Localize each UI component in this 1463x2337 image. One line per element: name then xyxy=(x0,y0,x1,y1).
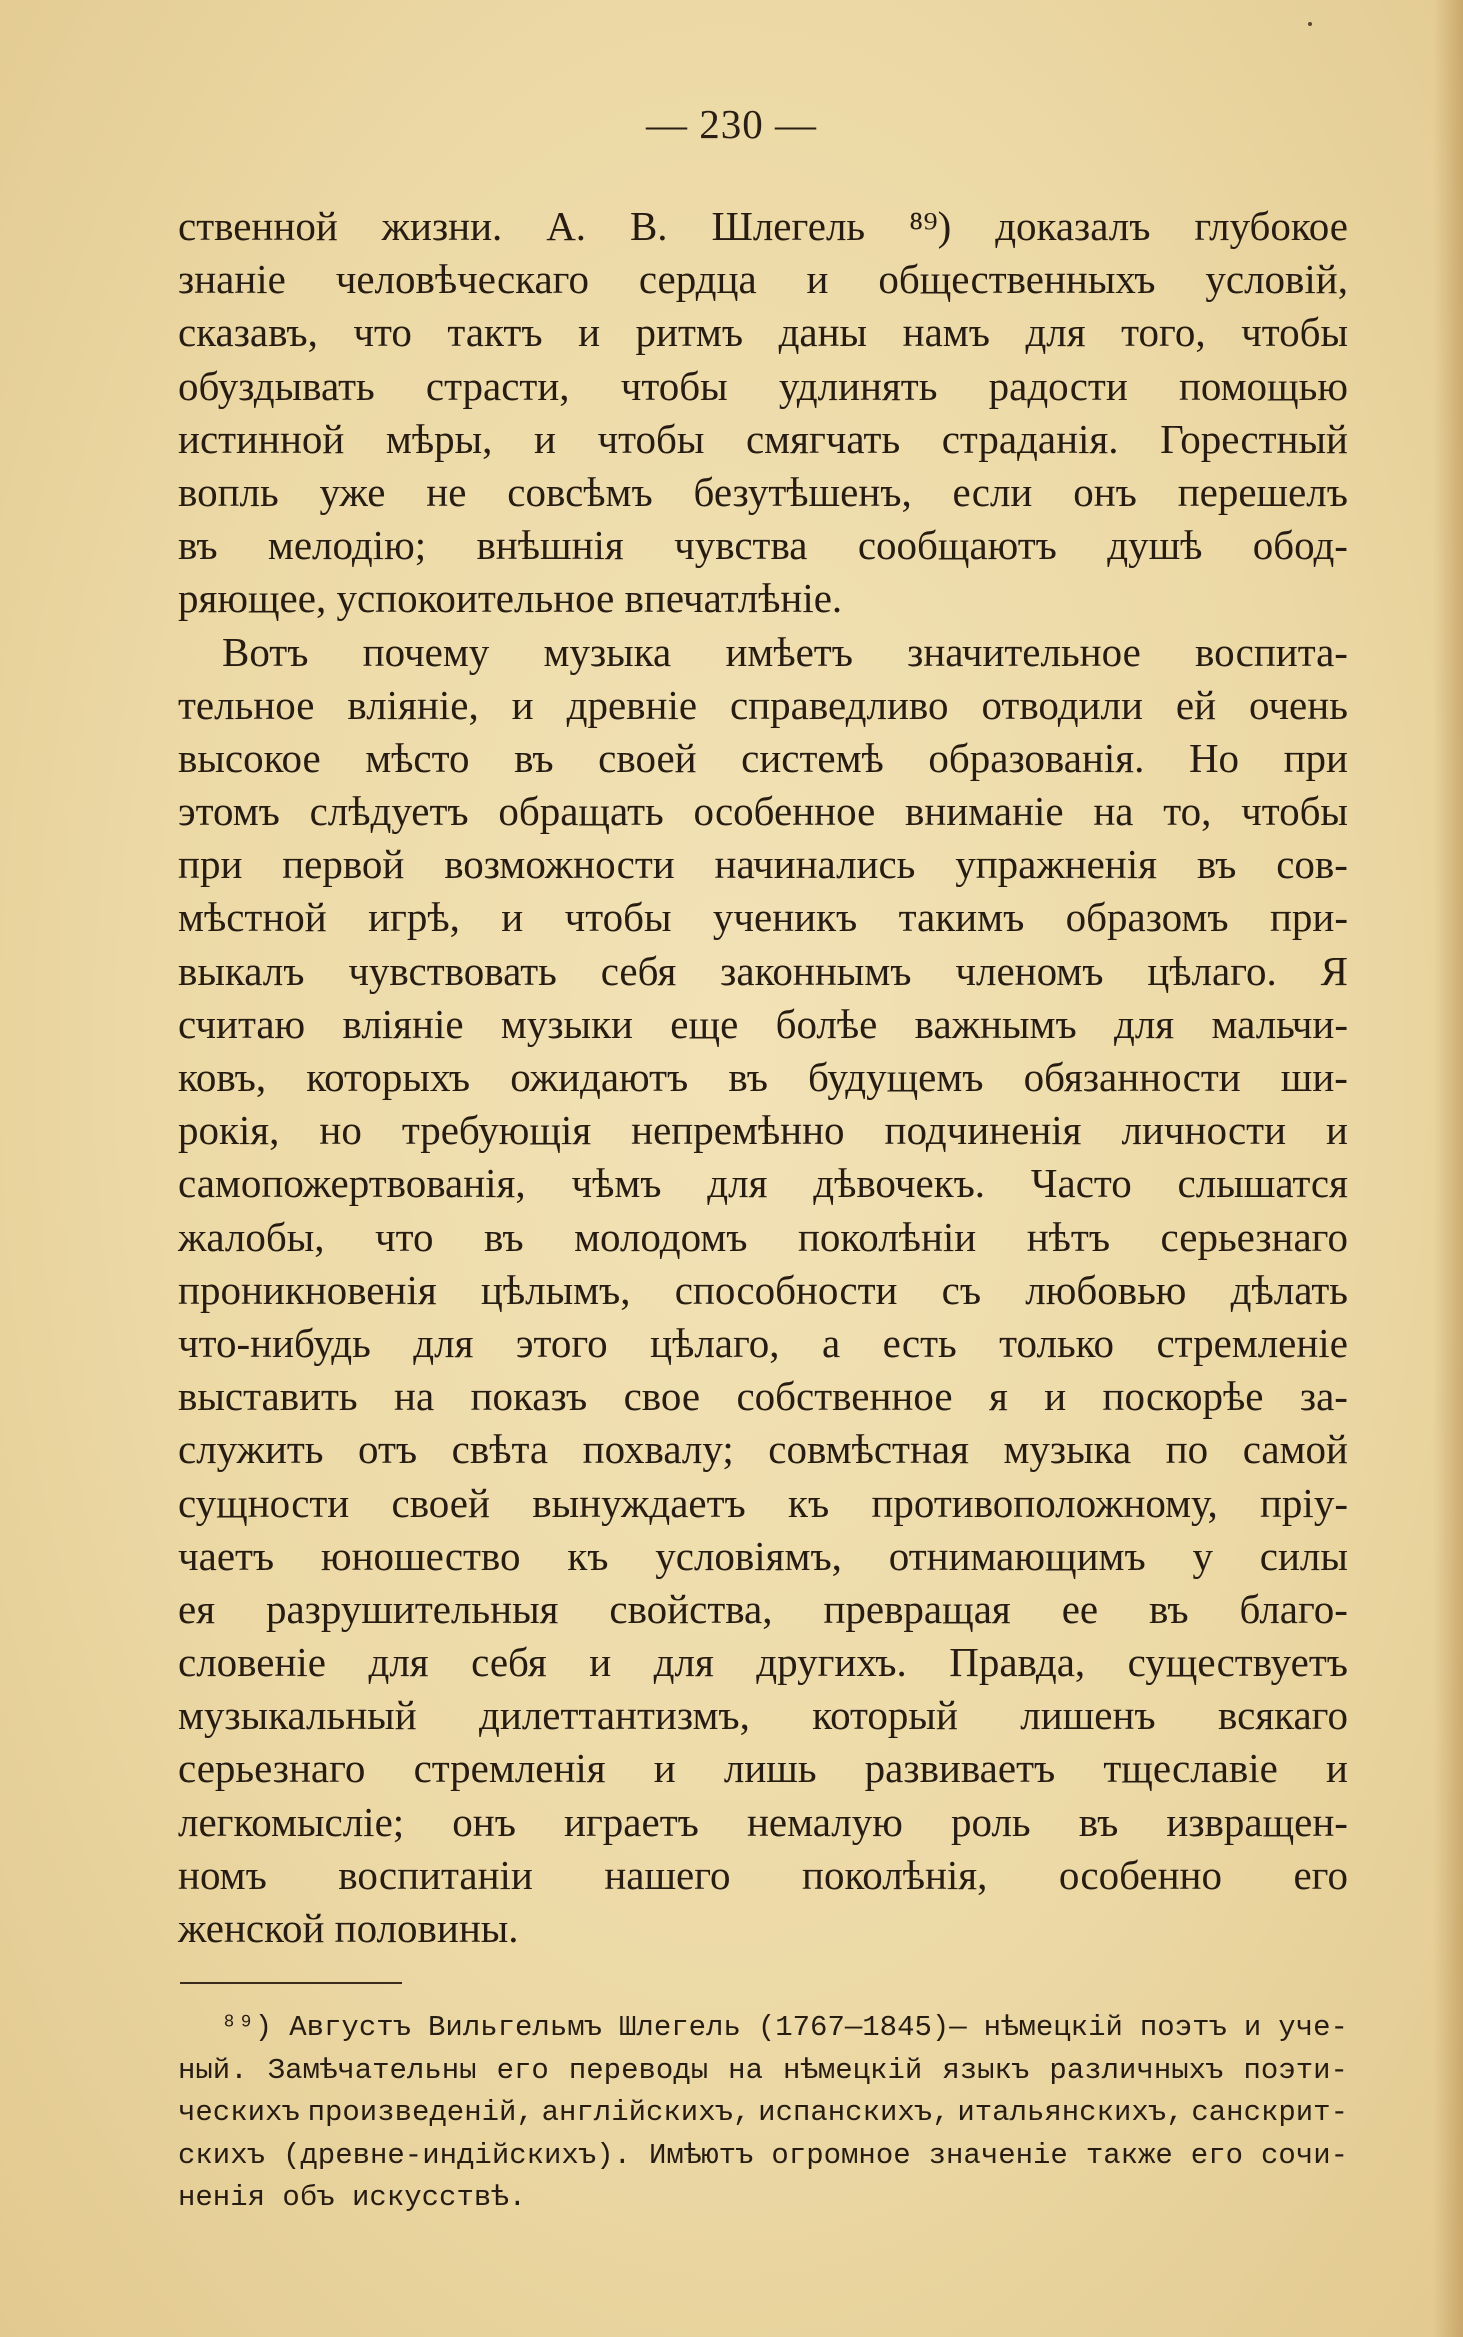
text-line: ственной жизни. А. В. Шлегель ⁸⁹) доказалъ глубокое xyxy=(178,203,1348,249)
text-line: проникновенія цѣлымъ, способности съ любовью дѣлать xyxy=(178,1266,1348,1313)
page-edge-shadow xyxy=(1433,0,1463,2337)
text-line: тельное вліяніе, и древніе справедливо отводили ей очень xyxy=(178,681,1348,728)
text-line: служить отъ свѣта похвалу; совмѣстная музыка по самой xyxy=(178,1426,1348,1473)
text-line: музыкальный дилеттантизмъ, который лишенъ всякаго xyxy=(178,1692,1348,1739)
text-line: сущности своей вынуждаетъ къ противоположному, пріу- xyxy=(178,1479,1348,1526)
text-line: Вотъ почему музыка имѣетъ значительное воспита- xyxy=(222,628,1348,675)
footnote-separator xyxy=(180,1982,402,1984)
text-line: обуздывать страсти, чтобы удлинять радости помощью xyxy=(178,362,1348,409)
text-line: чаетъ юношество къ условіямъ, отнимающимъ у силы xyxy=(178,1532,1348,1579)
text-line: считаю вліяніе музыки еще болѣе важнымъ для мальчи- xyxy=(178,1000,1348,1047)
text-line: истинной мѣры, и чтобы смягчать страданія. Горестный xyxy=(178,415,1348,462)
text-line: выкалъ чувствовать себя законнымъ членомъ цѣлаго. Я xyxy=(178,947,1348,994)
text-line: серьезнаго стремленія и лишь развиваетъ тщеславіе и xyxy=(178,1745,1348,1792)
text-line: что-нибудь для этого цѣлаго, а есть только стремленіе xyxy=(178,1319,1348,1366)
footnote-line: ⁸⁹) Августъ Вильгельмъ Шлегель (1767—1845)— нѣмецкій поэтъ и уче- xyxy=(220,2011,1348,2044)
text-line: номъ воспитаніи нашего поколѣнія, особенно его xyxy=(178,1851,1348,1898)
text-line: вопль уже не совсѣмъ безутѣшенъ, если онъ перешелъ xyxy=(178,468,1348,515)
paper-speck xyxy=(1308,22,1312,26)
text-line: жалобы, что въ молодомъ поколѣніи нѣтъ серьезнаго xyxy=(178,1213,1348,1260)
text-line: въ мелодію; внѣшнія чувства сообщаютъ душѣ обод- xyxy=(178,522,1348,569)
text-line: знаніе человѣческаго сердца и общественныхъ условій, xyxy=(178,256,1348,303)
main-text xyxy=(178,200,1348,1955)
text-line: этомъ слѣдуетъ обращать особенное вниманіе на то, чтобы xyxy=(178,788,1348,835)
footnote-line: ческихъ произведеній, англійскихъ, испанскихъ, итальянскихъ, санскрит- xyxy=(178,2096,1348,2129)
footnote-line: ненія объ искусствѣ. xyxy=(178,2181,527,2214)
text-line: рокія, но требующія непремѣнно подчиненія личности и xyxy=(178,1107,1348,1154)
text-line: словеніе для себя и для другихъ. Правда, существуетъ xyxy=(178,1639,1348,1686)
footnote-line: скихъ (древне-индійскихъ). Имѣютъ огромное значеніе также его сочи- xyxy=(178,2138,1348,2172)
text-line: ковъ, которыхъ ожидаютъ въ будущемъ обязанности ши- xyxy=(178,1054,1348,1100)
text-line: женской половины. xyxy=(178,1905,519,1951)
page-number: — 230 — xyxy=(646,101,817,147)
text-line: высокое мѣсто въ своей системѣ образованія. Но при xyxy=(178,734,1348,781)
text-line: при первой возможности начинались упражненія въ сов- xyxy=(178,841,1348,888)
text-line: сказавъ, что тактъ и ритмъ даны намъ для того, чтобы xyxy=(178,309,1348,356)
footnote-line: ный. Замѣчательны его переводы на нѣмецкій языкъ различныхъ поэти- xyxy=(178,2053,1348,2087)
text-line: ея разрушительныя свойства, превращая ее въ благо- xyxy=(178,1585,1348,1632)
text-line: мѣстной игрѣ, и чтобы ученикъ такимъ образомъ при- xyxy=(178,894,1348,941)
footnote xyxy=(178,2007,1348,2220)
text-line: ряющее, успокоительное впечатлѣніе. xyxy=(178,575,843,622)
text-line: легкомысліе; онъ играетъ немалую роль въ извращен- xyxy=(178,1798,1348,1845)
text-line: выставить на показъ свое собственное я и поскорѣе за- xyxy=(178,1373,1348,1420)
text-line: самопожертвованія, чѣмъ для дѣвочекъ. Часто слышатся xyxy=(178,1160,1348,1207)
